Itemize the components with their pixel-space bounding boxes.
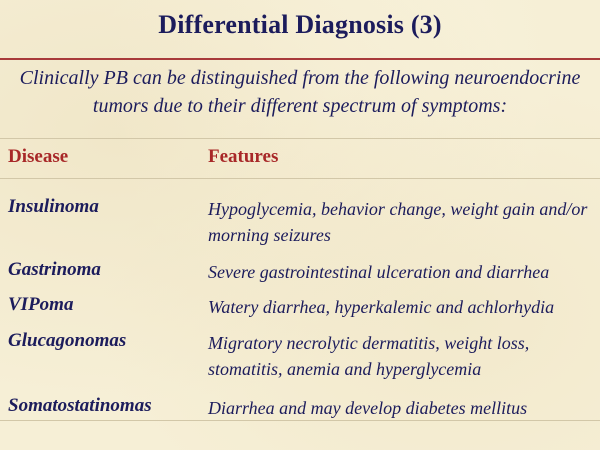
disease-features: Hypoglycemia, behavior change, weight gain and/or morning seizures <box>208 199 588 245</box>
disease-features: Severe gastrointestinal ulceration and diarrhea <box>208 262 550 282</box>
header-divider <box>0 178 600 179</box>
table-bottom-rule <box>0 420 600 421</box>
disease-name: Gastrinoma <box>8 259 101 280</box>
disease-name: Glucagonomas <box>8 330 127 351</box>
disease-name: Somatostatinomas <box>8 395 152 416</box>
intro-divider <box>0 138 600 139</box>
title-divider <box>0 58 600 60</box>
disease-name: VIPoma <box>8 294 74 315</box>
disease-features: Watery diarrhea, hyperkalemic and achlorhydia <box>208 297 555 317</box>
disease-features: Diarrhea and may develop diabetes mellitus <box>208 398 528 418</box>
disease-features: Migratory necrolytic dermatitis, weight loss, stomatitis, anemia and hyperglycemia <box>208 333 530 379</box>
column-header-disease: Disease <box>8 146 69 167</box>
slide-title: Differential Diagnosis (3) <box>158 10 442 39</box>
intro-text: Clinically PB can be distinguished from the following neuroendocrine tumors due to their different spectrum of symptoms: <box>19 67 581 117</box>
column-header-features: Features <box>208 146 279 167</box>
disease-name: Insulinoma <box>8 196 99 217</box>
